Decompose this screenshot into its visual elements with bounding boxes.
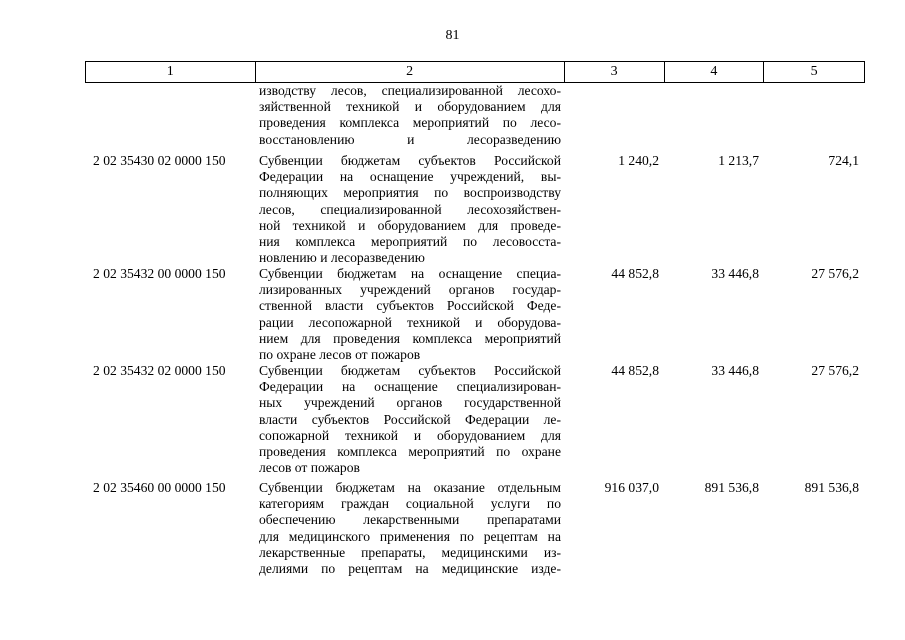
value-col-5: 724,1 (828, 153, 859, 168)
value-col-3: 44 852,8 (611, 363, 659, 378)
description-line: лесов от пожаров (259, 460, 360, 476)
description-line: ственной власти субъектов Российской Феде- (259, 298, 561, 314)
description-line: Федерации на оснащение учреждений, вы- (259, 169, 561, 185)
description-line: полняющих мероприятия по воспроизводству (259, 185, 561, 201)
code-cell: 2 02 35460 00 0000 150 (93, 480, 226, 495)
value-col-3: 44 852,8 (611, 266, 659, 281)
value-col-5: 27 576,2 (811, 363, 859, 378)
description-line: зяйственной техникой и оборудованием для (259, 99, 561, 115)
table-row (85, 480, 865, 580)
description-line: категориям граждан социальной услуги по (259, 496, 561, 512)
description-cell (255, 363, 565, 480)
description-line: рации лесопожарной техникой и оборудова- (259, 314, 561, 330)
table-row (85, 363, 865, 480)
header-col-2: 2 (256, 62, 565, 82)
code-cell: 2 02 35432 00 0000 150 (93, 266, 226, 281)
value-col-4: 1 213,7 (718, 153, 759, 168)
table-row (85, 153, 865, 266)
description-line: восстановлению и лесоразведению (259, 131, 561, 147)
description-line: обеспечению лекарственными препаратами (259, 512, 561, 528)
description-cell (255, 83, 565, 153)
description-line: лекарственные препараты, медицинскими из- (259, 544, 561, 560)
description-cell (255, 480, 565, 580)
description-line: новлению и лесоразведению (259, 250, 425, 266)
description-line: проведения комплекса мероприятий по охране (259, 444, 561, 460)
description-line: нием для проведения комплекса мероприятий (259, 330, 561, 346)
description-line: сопожарной техникой и оборудованием для (259, 427, 561, 443)
description-line: Субвенции бюджетам на оказание отдельным (259, 480, 561, 495)
description-line: власти субъектов Российской Федерации ле- (259, 411, 561, 427)
table-row (85, 266, 865, 363)
table-row-continuation (85, 83, 865, 153)
header-col-4: 4 (665, 62, 765, 82)
value-col-4: 891 536,8 (704, 480, 759, 495)
description-line: изводству лесов, специализированной лесохо- (259, 83, 561, 98)
description-line: по охране лесов от пожаров (259, 347, 421, 363)
code-cell: 2 02 35432 02 0000 150 (93, 363, 226, 378)
description-line: для медицинского применения по рецептам на (259, 528, 561, 544)
header-col-1: 1 (86, 62, 256, 82)
description-line: Субвенции бюджетам субъектов Российской (259, 363, 561, 378)
value-col-3: 916 037,0 (604, 480, 659, 495)
description-line: проведения комплекса мероприятий по лесо- (259, 115, 561, 131)
description-cell (255, 266, 565, 363)
table-header (85, 61, 865, 83)
value-col-3: 1 240,2 (618, 153, 659, 168)
description-cell (255, 153, 565, 266)
description-line: лесов, специализированной лесохозяйствен- (259, 201, 561, 217)
value-col-4: 33 446,8 (711, 363, 759, 378)
description-line: Федерации на оснащение специализирован- (259, 379, 561, 395)
header-col-3: 3 (565, 62, 665, 82)
code-cell (85, 83, 255, 153)
value-col-4: 33 446,8 (711, 266, 759, 281)
header-col-5: 5 (810, 64, 818, 79)
table-body (85, 83, 865, 580)
code-cell: 2 02 35430 02 0000 150 (93, 153, 226, 168)
value-col-5: 27 576,2 (811, 266, 859, 281)
description-line: ной техникой и оборудованием для проведе- (259, 217, 561, 233)
description-line: лизированных учреждений органов государ- (259, 282, 561, 298)
description-line: ния комплекса мероприятий по лесовосста- (259, 234, 561, 250)
description-line: Субвенции бюджетам субъектов Российской (259, 153, 561, 168)
value-col-5: 891 536,8 (804, 480, 859, 495)
description-line: Субвенции бюджетам на оснащение специа- (259, 266, 561, 281)
description-line: ных учреждений органов государственной (259, 395, 561, 411)
page-number: 81 (445, 28, 460, 43)
description-line: делиями по рецептам на медицинские изде- (259, 561, 561, 577)
